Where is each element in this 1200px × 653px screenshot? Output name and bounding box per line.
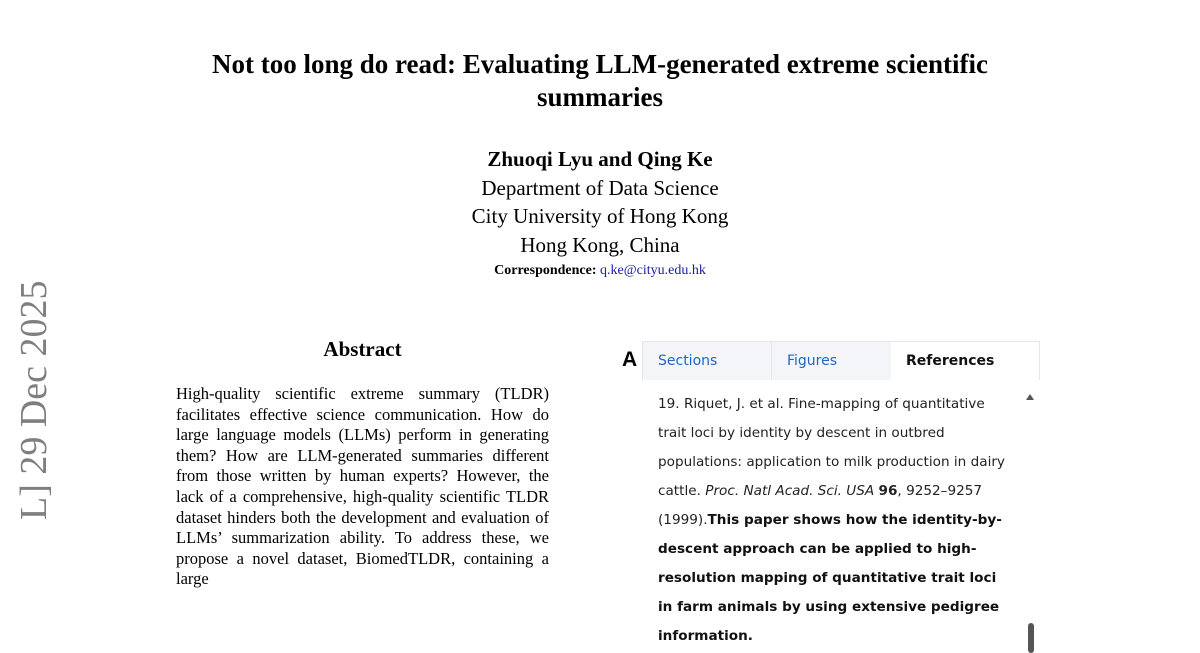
reference-journal: Proc. Natl Acad. Sci. USA bbox=[705, 483, 875, 499]
reference-lead: 19. Riquet, J. et al. Fine-mapping of quantitative trait loci by identity by descent in outbred populations: application to milk production in dairy cattle. bbox=[658, 396, 1005, 499]
abstract-text: High-quality scientific extreme summary (TLDR) facilitates effective science communication. How do large language models (LLMs) perform in generating them? How are LLM-generated summaries different from those written by human experts? However, the lack of a comprehensive, high-quality scientific TLDR dataset hinders both the development and evaluation of LLMs’ summarization ability. To address these, we propose a novel dataset, BiomedTLDR, containing a large bbox=[176, 384, 549, 589]
reference-volume: 96 bbox=[878, 483, 898, 499]
reference-note: This paper shows how the identity-by-descent approach can be applied to high-resolution mapping of quantitative trait loci in farm animals by using extensive pedigree information. bbox=[658, 512, 1002, 644]
figure-panel-label: A bbox=[622, 348, 638, 371]
author-block bbox=[300, 145, 900, 283]
author-names: Zhuoqi Lyu and Qing Ke bbox=[487, 147, 713, 171]
paper-title: Not too long do read: Evaluating LLM-generated extreme scientific summaries bbox=[212, 49, 988, 112]
arxiv-stamp: L] 29 Dec 2025 bbox=[13, 280, 55, 520]
tab-references[interactable]: References bbox=[891, 342, 1039, 380]
tab-sections[interactable]: Sections bbox=[643, 342, 772, 380]
email-link[interactable]: q.ke@cityu.edu.hk bbox=[600, 263, 706, 278]
references-content[interactable] bbox=[642, 380, 1040, 652]
university: City University of Hong Kong bbox=[471, 204, 729, 228]
scroll-up-icon[interactable] bbox=[1026, 394, 1034, 400]
tab-figures[interactable]: Figures bbox=[787, 353, 838, 369]
reader-panel bbox=[642, 341, 1040, 651]
reference-pages: , 9252–9257 (1999). bbox=[658, 483, 983, 528]
department: Department of Data Science bbox=[481, 175, 719, 200]
correspondence-label: Correspondence: bbox=[494, 263, 597, 278]
correspondence-line bbox=[300, 259, 900, 283]
abstract-heading: Abstract bbox=[323, 337, 402, 361]
scrollbar-thumb-icon[interactable] bbox=[1028, 623, 1034, 653]
tab-bar bbox=[642, 341, 1040, 380]
reference-entry bbox=[658, 390, 1010, 651]
location: Hong Kong, China bbox=[520, 232, 680, 257]
